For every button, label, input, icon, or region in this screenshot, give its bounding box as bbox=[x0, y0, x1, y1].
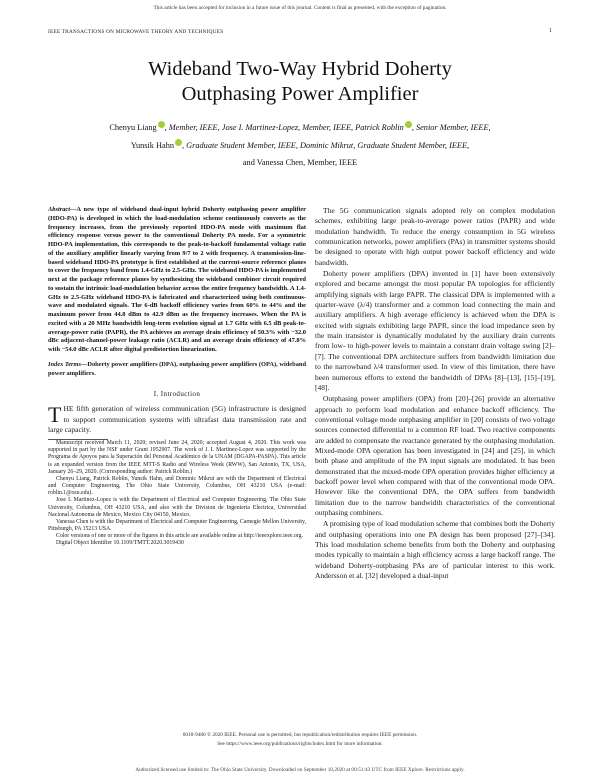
footnote-4: Color versions of one or more of the figures in this article are available online at http://ieeexplore.ieee.org. bbox=[56, 533, 303, 540]
footnote-3: Vanessa Chen is with the Department of Electrical and Computer Engineering, Carnegie Mellon University, Pittsburgh, PA 15213 USA. bbox=[48, 518, 306, 533]
author-hahn: Yunsik Hahn bbox=[130, 140, 174, 150]
footnote-0: Manuscript received March 11, 2020; revised June 24, 2020; accepted August 4, 2020. This work was supported in part by the NSF under Grant 1952907. The work of J. I. Martinez-Lopez was supported by the Programa de Apoyos para la Superación del Personal Académico de la UNAM (DGAPA-PASPA). This article is an expanded version from the IEEE MTT-S Radio and Wireless Week (RWW), San Antonio, TX, USA, January 26–29, 2020. (Corresponding author: Patrick Roblin.) bbox=[48, 440, 306, 475]
footnote-2: Jose I. Martinez-Lopez is with the Department of Electrical and Computer Engineering, The Ohio State University, Columbus, OH 43210 USA, and also with the Division de Ingenieria Electrica, Universidad Nacional Autonoma de Mexico, Mexico City 04150, Mexico. bbox=[48, 497, 306, 518]
running-head: IEEE TRANSACTIONS ON MICROWAVE THEORY AND TECHNIQUES bbox=[48, 29, 224, 35]
author-list bbox=[40, 119, 560, 172]
abstract bbox=[48, 206, 306, 355]
rights-link-line: See https://www.ieee.org/publications/rights/index.html for more information. bbox=[217, 741, 383, 747]
index-terms-lead: Index Terms— bbox=[48, 360, 88, 368]
footnote-1: Chenyu Liang, Patrick Roblin, Yunsik Hahn, and Dominic Mikrut are with the Department of Electrical and Computer Engineering, The Ohio State University, Columbus, OH 43210 USA (e-mail: roblin.1@osu.edu). bbox=[48, 475, 306, 497]
license-footer: Authorized licensed use limited to: The Ohio State University. Downloaded on September 10,2020 at 00:51:43 UTC from IEEE Xplore. Restrictions apply. bbox=[135, 767, 465, 773]
acceptance-banner: This article has been accepted for inclusion in a future issue of this journal. Content is final as presented, with the exception of pagination. bbox=[153, 5, 447, 11]
footnote-5: Digital Object Identifier 10.1109/TMTT.2020.3019430 bbox=[56, 540, 184, 547]
author-line-3: and Vanessa Chen, Member, IEEE bbox=[242, 158, 358, 167]
drop-cap: T bbox=[48, 402, 62, 428]
author-role: , Graduate Student Member, IEEE, Dominic Mikrut, Graduate Student Member, IEEE, bbox=[182, 140, 470, 150]
author-liang: Chenyu Liang bbox=[109, 123, 157, 132]
orcid-icon[interactable] bbox=[405, 121, 412, 128]
body-paragraph: Doherty power amplifiers (DPA) invented in [1] have been extensively explored and became amongst the most popular PA topologies for efficiently amplifying signals with large PAPR. The classical DPA is implemented with a quarter-wave (λ/4) transformer and a common load connecting the main and auxiliary amplifiers. A high average efficiency is achieved when the DPA is excited with signals exhibiting large PAPR, since the load impedance seen by the main transistor is dynamically modulated by the auxiliary drain currents from low- to high-power levels to maintain a constant drain voltage swing [2]–[7]. The conventional DPA architecture suffers from bandwidth limitation due to the narrowband λ/4 transformer used. In view of this limitation, there have been numerous efforts to extend the bandwidth of DPAs [8]–[13], [15]–[19], [48]. bbox=[315, 269, 555, 392]
body-paragraph: The 5G communication signals adopted rely on complex modulation schemes, exhibiting large peak-to-average power ratios (PAPR) and wide modulation bandwidth. To reduce the energy consumption in 5G wireless communication networks, power amplifiers (PAs) in transmitter systems should be designed to operate with high output power backoff efficiency and wide bandwidth. bbox=[315, 206, 555, 267]
section-heading: I. Introduction bbox=[153, 390, 201, 399]
left-column bbox=[48, 206, 306, 547]
page-number: 1 bbox=[549, 28, 552, 34]
paper-title bbox=[0, 57, 600, 107]
index-terms-text: Doherty power amplifiers (DPA), outphasing power amplifiers (OPA), wideband power amplifiers. bbox=[48, 360, 307, 377]
orcid-icon[interactable] bbox=[175, 139, 182, 146]
intro-text: HE fifth generation of wireless communication (5G) infrastructure is designed to support communication systems with ultrafast data transmission rate and large capacity. bbox=[48, 404, 306, 434]
orcid-icon[interactable] bbox=[158, 121, 165, 128]
copyright-line: 0018-9480 © 2020 IEEE. Personal use is permitted, but republication/redistribution requires IEEE permission. bbox=[182, 732, 418, 738]
author-line-1 bbox=[40, 119, 560, 137]
index-terms bbox=[48, 361, 306, 379]
author-line-2 bbox=[40, 137, 560, 155]
body-paragraph: Outphasing power amplifiers (OPA) from [20]–[26] provide an alternative approach to perform load modulation and enhance backoff efficiency. The conventional voltage mode outphasing amplifier in [20] consists of two voltage sources connected differential to a common RF load. Two reactive components are added to compensate the reactance generated by the outphasing modulation. Mixed-mode OPA operation has been investigated in [24] and [25], in which both phase and amplitude of the PA input signals are modulated. It has been demonstrated that the mixed-mode OPA operation provides higher efficiency at backoff power level when compared with that of the conventional mode OPA. However like the conventional DPA, the OPA suffers from bandwidth limitation due to the narrow bandwidth characteristics of the conventional outphasing combiners. bbox=[315, 394, 555, 517]
author-role: , Member, IEEE bbox=[164, 123, 218, 132]
author-role: , Senior Member, IEEE, bbox=[411, 123, 491, 132]
abstract-lead: Abstract— bbox=[48, 206, 77, 213]
author-segment: , Jose I. Martinez-Lopez, Member, IEEE, Patrick Roblin bbox=[217, 123, 404, 132]
abstract-text: A new type of wideband dual-input hybrid Doherty outphasing power amplifier (HDO-PA) is developed in which the load-modulation scheme continuously converts as the frequency increases, from the previously reported HDO-PA mode with maximum flat efficiency response versus power to the conventional Doherty PA mode. For a symmetric HDO-PA implementation, this corresponds to the peak-to-backoff fundamental voltage ratio of the auxiliary amplifier linearly varying from 9/7 to 2 with frequency. A transmission-line-based wideband HDO-PA prototype is first established at the current-source reference planes to cover the frequency band from 1.4-GHz to 2.5-GHz. The wideband HDO-PA is implemented next at the package reference planes by synthesizing the wideband combiner circuit required to sustain the intrinsic load-modulation behavior across the entire frequency bandwidth. A 1.4-GHz to 2.5-GHz wideband HDO-PA is fabricated and characterized using both continuous-wave and modulated signals. The 6-dB backoff efficiency varies from 60% to 44% and the maximum power from 44.8 dBm to 42.9 dBm as the frequency increases. When the PA is excited with a 20 MHz bandwidth long-term evolution signal at 1.7 GHz with 6.5 dB peak-to-average-power ratio (PAPR), the PA achieves an average drain efficiency of 50.3% with −32.0 dBc adjacent-channel-power leakage ratio (ACLR) and an average drain efficiency of 47.8% with −54.0 dBc ACLR after digital predistortion linearization. bbox=[48, 206, 306, 353]
intro-paragraph bbox=[48, 404, 306, 435]
title-line-1: Wideband Two-Way Hybrid Doherty bbox=[148, 58, 452, 80]
body-paragraph: A promising type of load modulation scheme that combines both the Doherty and outphasing operations into one PA design has been proposed [27]–[34]. This load modulation scheme benefits from both the Doherty and outphasing modes typically to maintain a high efficiency across a large backoff range. The wideband Doherty-outphasing PAs are of particular interest to this work. Andersson et al. [32] developed a dual-input bbox=[315, 519, 555, 581]
right-column bbox=[315, 206, 555, 582]
title-line-2: Outphasing Power Amplifier bbox=[181, 83, 419, 105]
